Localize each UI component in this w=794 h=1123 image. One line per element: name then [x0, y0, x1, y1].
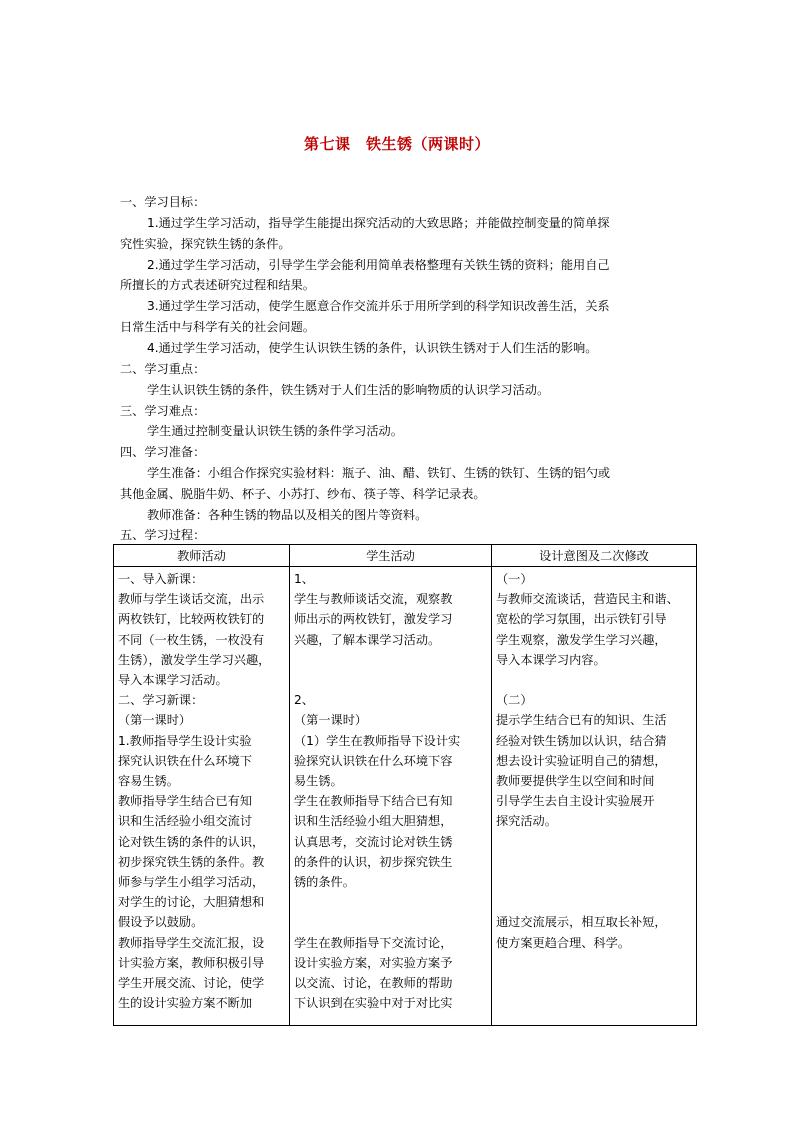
cell-line: 学生与教师谈话交流，观察教: [294, 592, 453, 607]
table-header-row: [114, 545, 697, 567]
cell-line: （二）: [496, 693, 533, 708]
cell-line: [294, 892, 488, 912]
lesson-process-table: [113, 544, 697, 1026]
cell-line: [496, 832, 693, 852]
cell-line: 导入本课学习内容。: [496, 652, 606, 667]
body-line: 教师准备：各种生锈的物品以及相关的图片等资料。: [147, 508, 428, 522]
table-row: [114, 567, 697, 1026]
page-title: 第七课 铁生锈（两课时）: [303, 135, 490, 153]
cell-line: [496, 892, 693, 912]
cell-line: 师参与学生小组学习活动，: [118, 875, 265, 890]
cell-line: [496, 852, 693, 872]
cell-line: 学生在教师指导下交流讨论，: [294, 935, 453, 950]
header-student-activity: 学生活动: [290, 545, 492, 567]
design-intent-cell: [492, 567, 697, 1026]
heading-difficulties: 三、学习难点：: [120, 404, 206, 418]
body-line: 所擅长的方式表述研究过程和结果。: [120, 278, 315, 292]
body-line: 4.通过学生学习活动，使学生认识铁生锈的条件，认识铁生锈对于人们生活的影响。: [147, 341, 598, 355]
cell-line: （第一课时）: [294, 713, 368, 728]
header-design-intent: 设计意图及二次修改: [492, 545, 697, 567]
header-teacher-activity: 教师活动: [114, 545, 290, 567]
cell-line: 与教师交流谈话，营造民主和谐、: [496, 592, 679, 607]
heading-key-points: 二、学习重点：: [120, 362, 206, 376]
cell-line: 学生开展交流、讨论，使学: [118, 976, 265, 991]
cell-line: 锈的条件。: [294, 875, 355, 890]
body-line: 学生准备：小组合作探究实验材料：瓶子、油、醋、铁钉、生锈的铁钉、生锈的铝勺或: [147, 466, 611, 480]
cell-line: 师出示的两枚铁钉，激发学习: [294, 612, 453, 627]
body-line: 3.通过学生学习活动，使学生愿意合作交流并乐于用所学到的科学知识改善生活，关系: [147, 299, 610, 313]
cell-line: 的条件的认识，初步探究铁生: [294, 854, 453, 869]
cell-line: 提示学生结合已有的知识、生活: [496, 713, 667, 728]
cell-line: 教师指导学生交流汇报，设: [118, 935, 265, 950]
cell-line: 引导学生去自主设计实验展开: [496, 794, 655, 809]
cell-line: 1、: [294, 572, 314, 586]
body-line: 学生通过控制变量认识铁生锈的条件学习活动。: [147, 424, 403, 438]
cell-line: （1）学生在教师指导下设计实: [294, 733, 461, 748]
cell-line: 学生在教师指导下结合已有知: [294, 794, 453, 809]
cell-line: 识和生活经验小组交流讨: [118, 814, 253, 829]
cell-line: 二、学习新课：: [118, 693, 204, 708]
cell-line: 计实验方案，教师积极引导: [118, 955, 265, 970]
body-line: 日常生活中与科学有关的社会问题。: [120, 320, 315, 334]
cell-line: 宽松的学习氛围，出示铁钉引导: [496, 612, 667, 627]
cell-line: （第一课时）: [118, 713, 192, 728]
body-line: 1.通过学生学习活动，指导学生能提出探究活动的大致思路；并能做控制变量的简单探: [147, 216, 610, 230]
cell-line: 验探究认识铁在什么环境下容: [294, 753, 453, 768]
cell-line: 探究活动。: [496, 814, 557, 829]
cell-line: [294, 912, 488, 932]
body-line: 究性实验，探究铁生锈的条件。: [120, 237, 291, 251]
student-activity-cell: [290, 567, 492, 1026]
body-line: 其他金属、脱脂牛奶、杯子、小苏打、纱布、筷子等、科学记录表。: [120, 487, 486, 501]
cell-line: 使方案更趋合理、科学。: [496, 935, 631, 950]
body-line: 2.通过学生学习活动，引导学生学会能利用简单表格整理有关铁生锈的资料；能用自己: [147, 258, 610, 272]
cell-line: 认真思考，交流讨论对铁生锈: [294, 834, 453, 849]
cell-line: 经验对铁生锈加以认识，结合猜: [496, 733, 667, 748]
cell-line: 设计实验方案，对实验方案予: [294, 955, 453, 970]
cell-line: 想去设计实验证明自己的猜想，: [496, 753, 667, 768]
cell-line: [496, 872, 693, 892]
cell-line: [496, 670, 693, 690]
cell-line: 一、导入新课：: [118, 572, 204, 586]
cell-line: 易生锈。: [294, 774, 343, 789]
cell-line: 教师指导学生结合已有知: [118, 794, 253, 809]
cell-line: 1.教师指导学生设计实验: [118, 733, 252, 748]
cell-line: 下认识到在实验中对于对比实: [294, 996, 453, 1011]
body-line: 学生认识铁生锈的条件，铁生锈对于人们生活的影响物质的认识学习活动。: [147, 383, 550, 397]
cell-line: 识和生活经验小组大胆猜想，: [294, 814, 453, 829]
cell-line: 论对铁生锈的条件的认识，: [118, 834, 265, 849]
cell-line: 两枚铁钉，比较两枚铁钉的: [118, 612, 265, 627]
cell-line: 对学生的讨论，大胆猜想和: [118, 895, 265, 910]
cell-line: 假设予以鼓励。: [118, 915, 204, 930]
heading-preparation: 四、学习准备：: [120, 445, 206, 459]
cell-line: 教师与学生谈话交流，出示: [118, 592, 265, 607]
teacher-activity-cell: [114, 567, 290, 1026]
cell-line: [294, 670, 488, 690]
cell-line: （一）: [496, 572, 533, 586]
cell-line: 学生观察，激发学生学习兴趣，: [496, 632, 667, 647]
cell-line: 以交流、讨论，在教师的帮助: [294, 976, 453, 991]
cell-line: 初步探究铁生锈的条件。教: [118, 854, 265, 869]
cell-line: 导入本课学习活动。: [118, 673, 228, 688]
cell-line: 生锈），激发学生学习兴趣，: [118, 652, 271, 667]
heading-objectives: 一、学习目标：: [120, 195, 206, 209]
heading-process: 五、学习过程：: [120, 528, 206, 542]
cell-line: 教师要提供学生以空间和时间: [496, 774, 655, 789]
cell-line: 探究认识铁在什么环境下: [118, 753, 253, 768]
cell-line: [294, 650, 488, 670]
cell-line: 容易生锈。: [118, 774, 179, 789]
cell-line: 不同（一枚生锈，一枚没有: [118, 632, 265, 647]
cell-line: 通过交流展示，相互取长补短，: [496, 915, 667, 930]
cell-line: 兴趣，了解本课学习活动。: [294, 632, 441, 647]
cell-line: 2、: [294, 693, 314, 708]
cell-line: 生的设计实验方案不断加: [118, 996, 253, 1011]
